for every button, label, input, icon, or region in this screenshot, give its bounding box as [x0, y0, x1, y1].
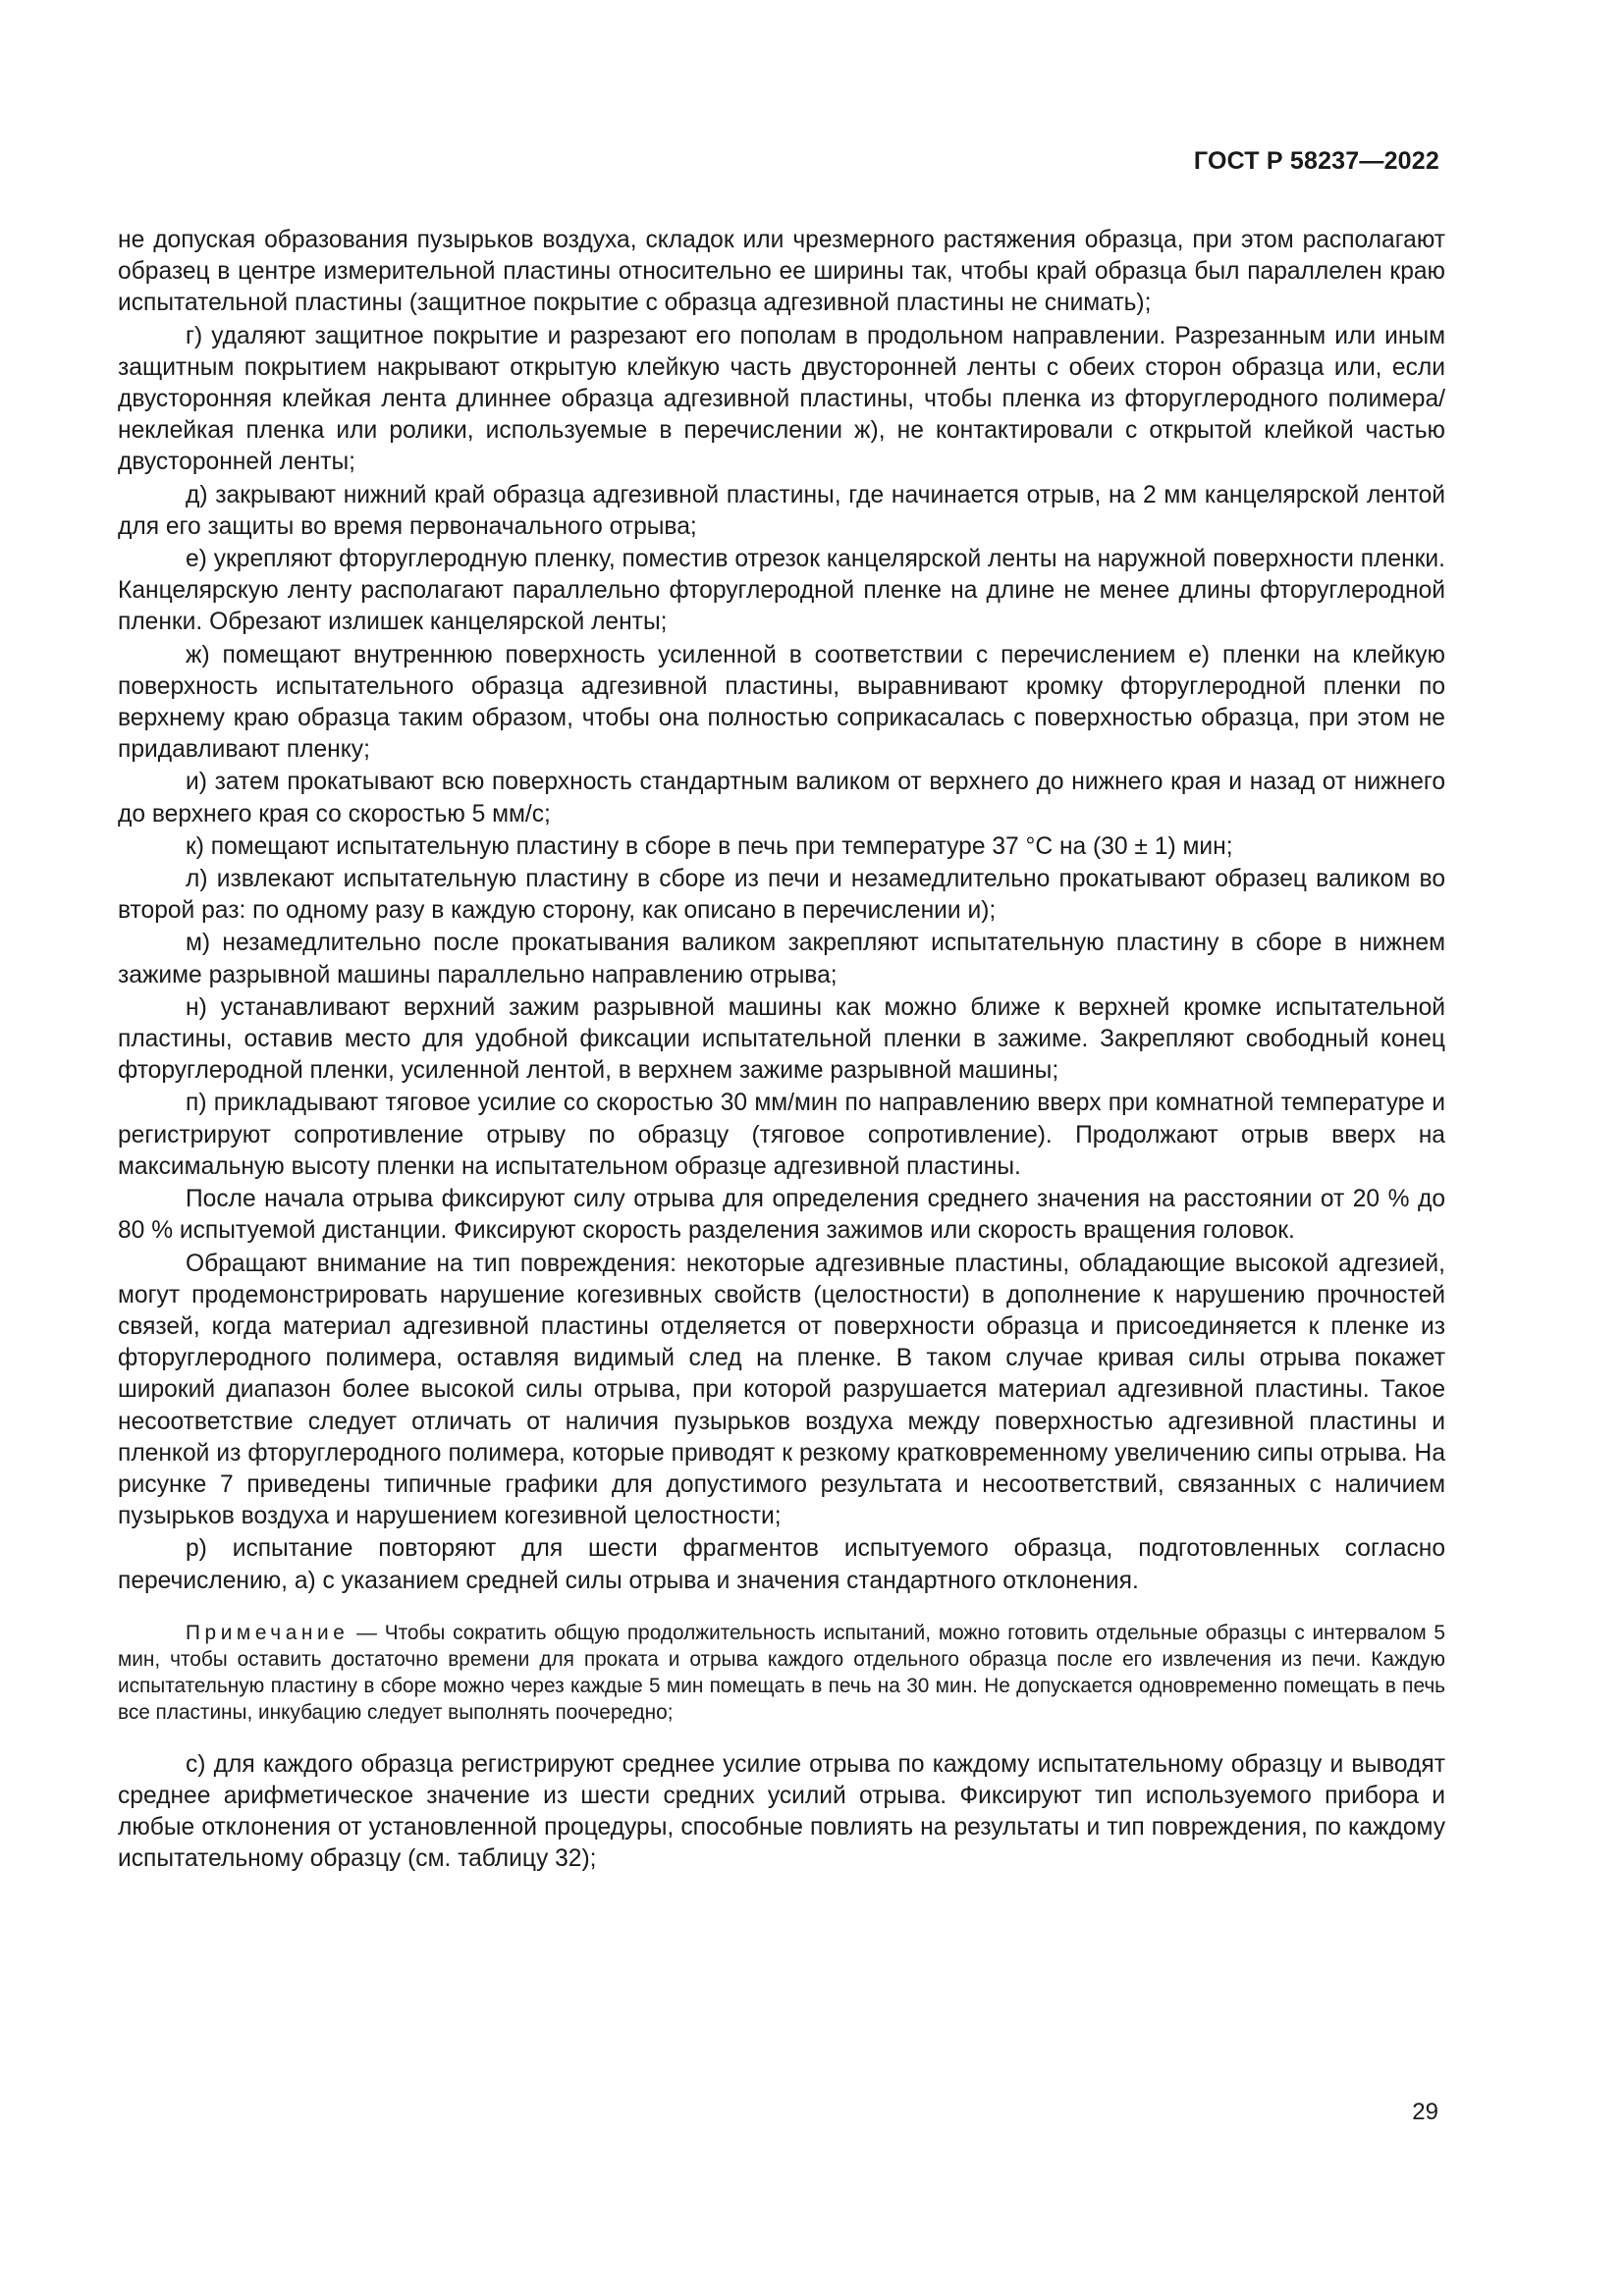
paragraph-item-p: п) прикладывают тяговое усилие со скоростью 30 мм/мин по направлению вверх при комнатной температуре и регистрируют сопротивление отрыву по образцу (тяговое сопротивление). Продолжают отрыв вверх на максимальную высоту пленки на испытательном образце адгезивной пластины. [118, 1090, 1445, 1180]
note-text: — Чтобы сократить общую продолжительность испытаний, можно готовить отдельные образцы с интервалом 5 мин, чтобы оставить достаточно времени для проката и отрыва каждого отдельного образца после его извлечения из печи. Каждую испытательную пластину в сборе можно через каждые 5 мин помещать в печь на 30 мин. Не допускается одновременно помещать в печь все пластины, инкубацию следует выполнять поочередно; [118, 1621, 1445, 1725]
paragraph-item-k: к) помещают испытательную пластину в сборе в печь при температуре 37 °С на (30 ± 1) мин; [186, 832, 1233, 860]
paragraph-item-l: л) извлекают испытательную пластину в сборе из печи и незамедлительно прокатывают образец валиком во второй раз: по одному разу в каждую сторону, как описано в перечислении и); [118, 866, 1445, 925]
document-header: ГОСТ Р 58237—2022 [1193, 147, 1439, 175]
paragraph-item-s: с) для каждого образца регистрируют среднее усилие отрыва по каждому испытательному образцу и выводят среднее арифметическое значение из шести средних усилий отрыва. Фиксируют тип используемого прибора и любые отклонения от установленной процедуры, способные повлиять на результаты и тип повреждения, по каждому испытательному образцу (см. таблицу 32); [118, 1750, 1445, 1873]
page-number: 29 [1412, 2099, 1438, 2125]
paragraph-item-zh: ж) помещают внутреннюю поверхность усиленной в соответствии с перечислением е) пленки на клейкую поверхность испытательного образца адгезивной пластины, выравнивают кромку фторуглеродной пленки по верхнему краю образца таким образом, чтобы она полностью соприкасалась с поверхностью образца, при этом не придавливают пленку; [118, 641, 1445, 764]
note-label: Примечание [186, 1621, 350, 1644]
paragraph-item-r: р) испытание повторяют для шести фрагментов испытуемого образца, подготовленных согласно перечислению, а) с указанием средней силы отрыва и значения стандартного отклонения. [118, 1535, 1445, 1594]
paragraph-item-d: д) закрывают нижний край образца адгезивной пластины, где начинается отрыв, на 2 мм канцелярской лентой для его защиты во время первоначального отрыва; [118, 481, 1445, 540]
paragraph-item-n: н) устанавливают верхний зажим разрывной машины как можно ближе к верхней кромке испытательной пластины, оставив место для удобной фиксации испытательной пленки в зажиме. Закрепляют свободный конец фторуглеродной пленки, усиленной лентой, в верхнем зажиме разрывной машины; [118, 993, 1445, 1085]
paragraph-item-m: м) незамедлительно после прокатывания валиком закрепляют испытательную пластину в сборе в нижнем зажиме разрывной машины параллельно направлению отрыва; [118, 930, 1445, 988]
paragraph-continuation: не допуская образования пузырьков воздуха, складок или чрезмерного растяжения образца, при этом располагают образец в центре измерительной пластины относительно ее ширины так, чтобы край образца был параллелен краю испытательной пластины (защитное покрытие с образца адгезивной пластины не снимать); [118, 227, 1445, 317]
paragraph-item-i: и) затем прокатывают всю поверхность стандартным валиком от верхнего до нижнего края и назад от нижнего до верхнего края со скоростью 5 мм/с; [118, 769, 1445, 828]
note-paragraph [118, 1620, 1445, 1727]
paragraph-failure-type: Обращают внимание на тип повреждения: некоторые адгезивные пластины, обладающие высокой адгезией, могут продемонстрировать нарушение когезивных свойств (целостности) в дополнение к нарушению прочностей связей, когда материал адгезивной пластины отделяется от поверхности образца и присоединяется к пленке из фторуглеродного полимера, оставляя видимый след на пленке. В таком случае кривая силы отрыва покажет широкий диапазон более высокой силы отрыва, при которой разрушается материал адгезивной пластины. Такое несоответствие следует отличать от наличия пузырьков воздуха между поверхностью адгезивной пластины и пленкой из фторуглеродного полимера, которые приводят к резкому кратковременному увеличению сипы отрыва. На рисунке 7 приведены типичные графики для допустимого результата и несоответствий, связанных с наличием пузырьков воздуха и нарушением когезивной целостности; [118, 1250, 1445, 1530]
paragraph-item-g: г) удаляют защитное покрытие и разрезают его пополам в продольном направлении. Разрезанным или иным защитным покрытием накрывают открытую клейкую часть двусторонней ленты с обеих сторон образца или, если двусторонняя клейкая лента длиннее образца адгезивной пластины, чтобы пленка из фторуглеродного полимера/неклейкая пленка или ролики, используемые в перечислении ж), не контактировали с открытой клейкой частью двусторонней ленты; [118, 322, 1445, 476]
paragraph-peel-force: После начала отрыва фиксируют силу отрыва для определения среднего значения на расстоянии от 20 % до 80 % испытуемой дистанции. Фиксируют скорость разделения зажимов или скорость вращения головок. [118, 1186, 1445, 1245]
paragraph-item-e: е) укрепляют фторуглеродную пленку, поместив отрезок канцелярской ленты на наружной поверхности пленки. Канцелярскую ленту располагают параллельно фторуглеродной пленке на длине не менее длины фторуглеродной пленки. Обрезают излишек канцелярской ленты; [118, 546, 1445, 636]
document-body [118, 225, 1445, 1876]
